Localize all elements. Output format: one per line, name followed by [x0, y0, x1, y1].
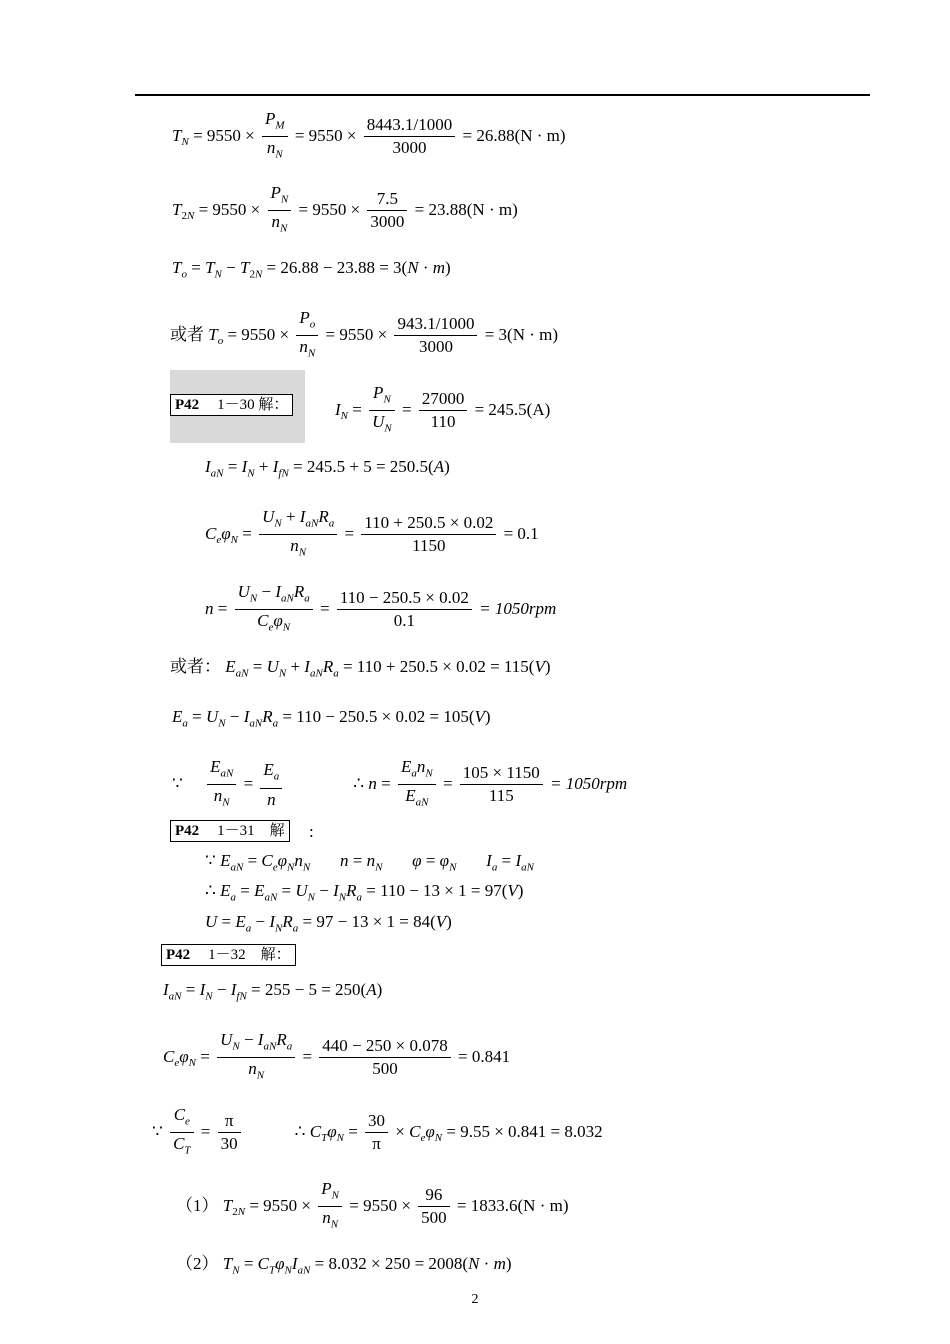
equation-emf-result: ∴ $E_a = E_{aN} = U_N - I_NR_a = 110 - 13 \times 1 = 97(V)$ — [205, 881, 524, 904]
equation-emf: $E_a = U_N - I_{aN}R_a = 110 - 250.5 \times 0.02 = 105(V)$ — [172, 707, 491, 730]
equation-rated-torque: $T_N = 9550$ × $\frac{P_M}{n_N}$ = 9550 × $\frac{8443.1/1000}{3000}$ = 26.88(N · m) — [172, 109, 566, 161]
problem-tag-1-32: P42 1－32 解： — [161, 944, 296, 966]
problem-tag-1-31: P42 1－31 解 — [170, 820, 290, 842]
equation-electromagnetic-torque: （2） $T_N = C_T\varphi_NI_{aN} = 8.032 \times 250 = 2008(N \cdot m)$ — [176, 1254, 512, 1277]
equation-output-torque: $T_{2N} = 9550$ × $\frac{P_N}{n_N}$ = 9550 × $\frac{7.5}{3000}$ = 23.88(N · m) — [172, 183, 518, 235]
equation-armature-current-2: $I_{aN} = I_N - I_{fN} = 255 - 5 = 250(A)$ — [163, 980, 383, 1003]
equation-emf-rated: 或者： $E_{aN} = U_N + I_{aN}R_a = 110 + 250.5 \times 0.02 = 115(V)$ — [170, 657, 551, 680]
problem-tag-colon: : — [309, 822, 314, 841]
equation-given-conditions: ∵ $E_{aN} = C_e\varphi_Nn_N$ $n = n_N$ $\varphi = \varphi_N$ $I_a = I_{aN}$ — [205, 851, 534, 874]
equation-ce-phi: $C_e\varphi_N$ = $\frac{U_N + I_{aN}R_a}{n_N}$ = $\frac{110 + 250.5 \times 0.02}{1150}$ = 0.1 — [205, 507, 539, 559]
equation-speed: n = $\frac{U_N - I_{aN}R_a}{C_e\varphi_N}$ = $\frac{110 - 250.5 \times 0.02}{0.1}$ = 1050rpm — [205, 582, 557, 634]
equation-noload-torque: $T_o = T_N - T_{2N} = 26.88 - 23.88 = 3(N \cdot m)$ — [172, 258, 451, 281]
equation-noload-torque-alt: 或者 $T_o = 9550$ × $\frac{P_o}{n_N}$ = 9550 × $\frac{943.1/1000}{3000}$ = 3(N · m) — [170, 308, 559, 360]
equation-output-torque-2: （1） $T_{2N} = 9550$ × $\frac{P_N}{n_N}$ = 9550 × $\frac{96}{500}$ = 1833.6(N · m) — [176, 1179, 569, 1231]
problem-tag-1-30: P42 1－30 解： — [170, 394, 293, 416]
equation-speed-ratio: ∵ $\frac{E_{aN}}{n_N}$ = $\frac{E_a}{n}$ ∴ n = $\frac{E_an_N}{E_{aN}}$ = $\frac{105 \times 1150}{115}$ = 1050rpm — [172, 757, 628, 809]
equation-ce-phi-2: $C_e\varphi_N$ = $\frac{U_N - I_{aN}R_a}{n_N}$ = $\frac{440 - 250 \times 0.078}{500}$ = 0.841 — [163, 1030, 511, 1082]
equation-rated-current: $I_N$ = $\frac{P_N}{U_N}$ = $\frac{27000}{110}$ = 245.5(A) — [335, 383, 551, 435]
equation-voltage-result: $U = E_a - I_NR_a = 97 - 13 \times 1 = 84(V)$ — [205, 912, 452, 935]
page-number: 2 — [471, 1292, 479, 1307]
header-rule — [135, 94, 870, 96]
equation-ct-phi: ∵ $\frac{C_e}{C_T}$ = $\frac{\pi}{30}$ ∴ $C_T\varphi_N$ = $\frac{30}{\pi}$ × $C_e\varphi_N = 9.55 \times 0.841 = 8.032$ — [152, 1105, 603, 1157]
equation-armature-current: $I_{aN} = I_N + I_{fN} = 245.5 + 5 = 250.5(A)$ — [205, 457, 450, 480]
